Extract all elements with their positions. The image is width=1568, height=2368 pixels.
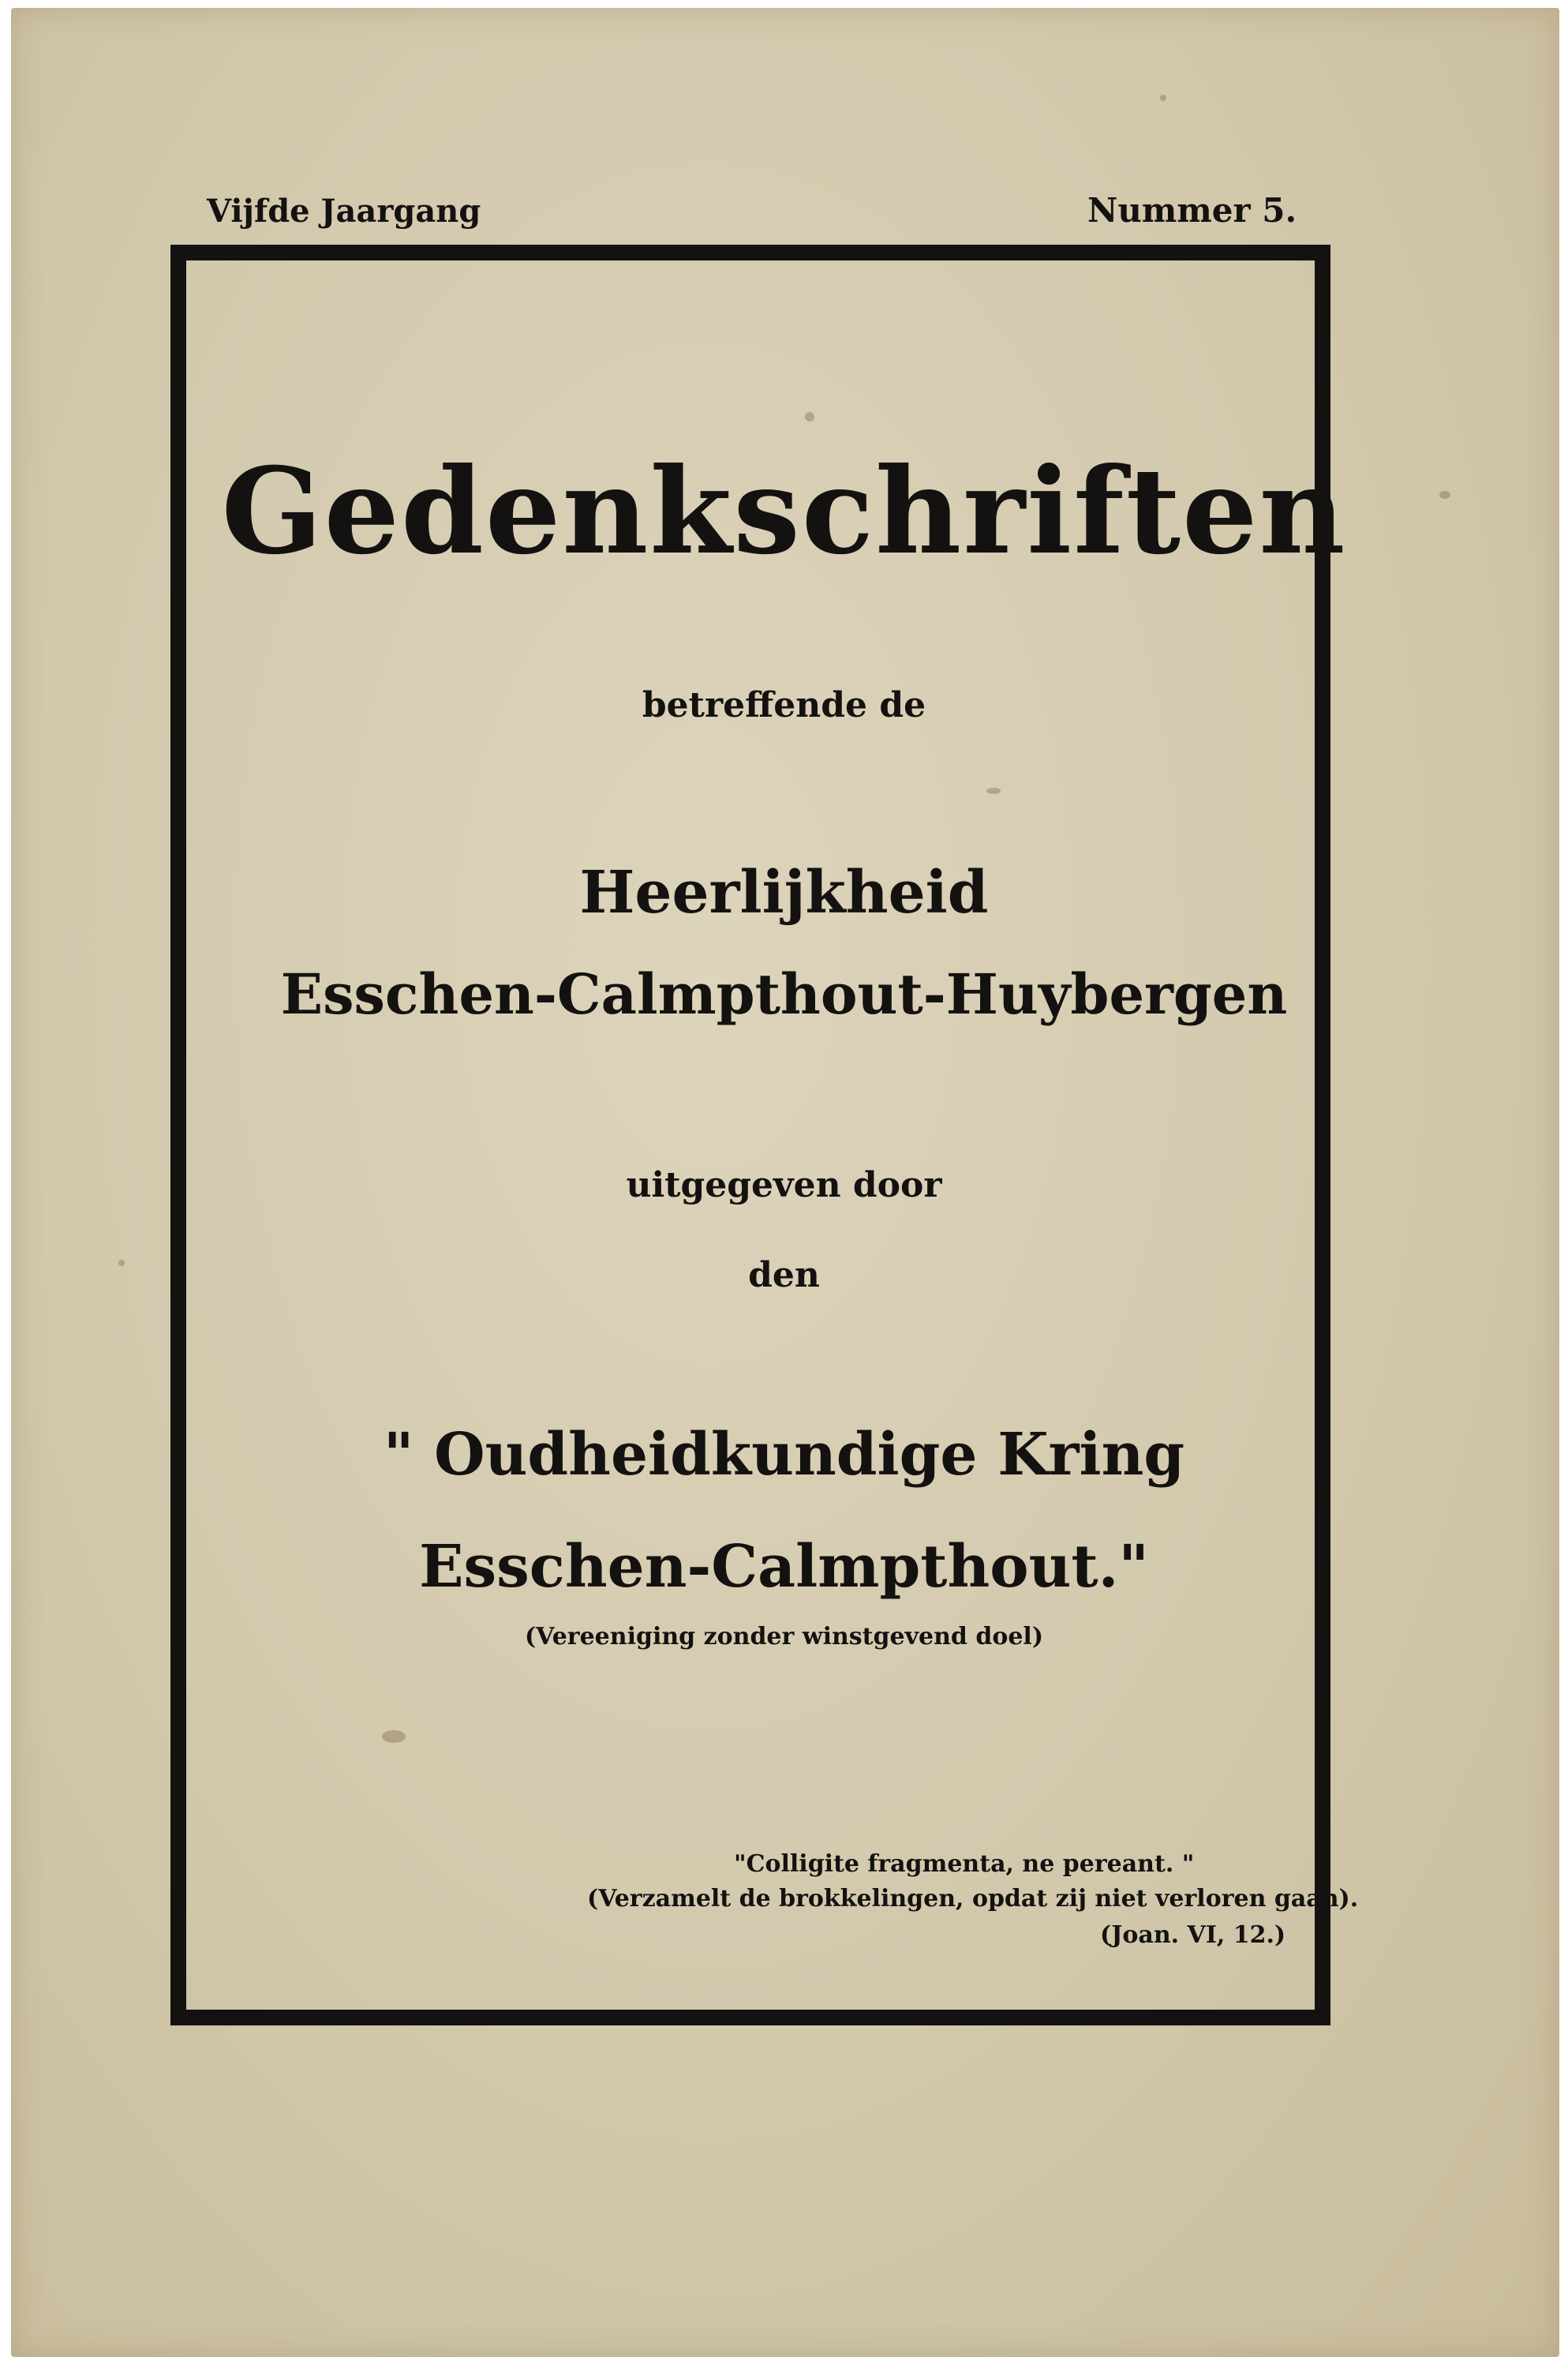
- publisher-name-line1: " Oudheidkundige Kring: [383, 1421, 1185, 1489]
- issue-number: Nummer 5.: [1087, 191, 1297, 230]
- subtitle: betreffende de: [642, 685, 926, 725]
- published-by: uitgegeven door: [626, 1165, 942, 1205]
- publisher-name-line2: Esschen-Calmpthout.": [419, 1533, 1149, 1601]
- motto-translation: (Verzamelt de brokkelingen, opdat zij niet verloren gaan).: [587, 1885, 1359, 1913]
- motto-latin: "Colligite fragmenta, ne pereant. ": [734, 1850, 1195, 1878]
- motto-reference: (Joan. VI, 12.): [1100, 1921, 1286, 1949]
- lordship-places: Esschen-Calmpthout-Huybergen: [280, 961, 1288, 1027]
- lordship-title: Heerlijkheid: [579, 859, 989, 927]
- paper-stain: [1160, 95, 1166, 101]
- publisher-note: (Vereeniging zonder winstgevend doel): [524, 1623, 1044, 1650]
- publisher-article: den: [748, 1255, 820, 1295]
- volume-label: Vijfde Jaargang: [207, 193, 481, 230]
- page-title: Gedenkschriften: [221, 442, 1347, 581]
